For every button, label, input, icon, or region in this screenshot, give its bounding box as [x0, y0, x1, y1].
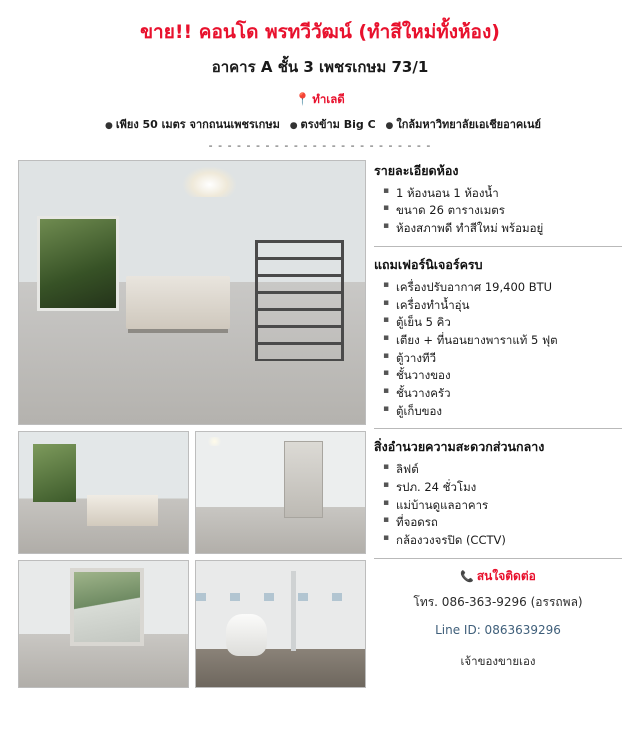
list-item: ▪ กล้องวงจรปิด (CCTV)	[396, 532, 622, 549]
map-pin-icon: 📍	[295, 91, 311, 106]
divider-line	[374, 558, 622, 559]
photo-empty-room	[195, 431, 366, 554]
shelf-rack	[255, 240, 344, 361]
nearby-list	[18, 115, 622, 133]
room-details-list	[374, 185, 622, 237]
list-item: ▪ ตู้เก็บของ	[396, 403, 622, 420]
nearby-item-0: เพียง 50 เมตร จากถนนเพชรเกษม	[115, 117, 280, 131]
room-details-title: รายละเอียดห้อง	[374, 162, 459, 178]
furniture-section	[374, 256, 622, 420]
contact-section	[374, 568, 622, 670]
list-item: ▪ ห้องสภาพดี ทำสีใหม่ พร้อมอยู่	[396, 220, 622, 237]
bullet-dot-icon: ●	[385, 120, 394, 131]
page-title: ขาย!! คอนโด พรทวีวัฒน์ (ทำสีใหม่ทั้งห้อง)	[140, 21, 500, 43]
list-item: ▪ ชั้นวางของ	[396, 367, 622, 384]
page-subtitle: อาคาร A ชั้น 3 เพชรเกษม 73/1	[211, 57, 429, 76]
contact-heading	[374, 568, 622, 585]
list-item: ▪ ตู้เย็น 5 คิว	[396, 314, 622, 331]
facilities-list	[374, 461, 622, 548]
photo-balcony-door	[18, 560, 189, 688]
contact-phone[interactable]: โทร. 086-363-9296 (อรรถพล)	[413, 595, 583, 610]
list-item: ▪ เครื่องทำน้ำอุ่น	[396, 297, 622, 314]
contact-line-id[interactable]: Line ID: 0863639296	[435, 622, 561, 637]
photo-gallery	[18, 160, 366, 694]
list-item: ▪ ชั้นวางครัว	[396, 385, 622, 402]
owner-note: เจ้าของขายเอง	[460, 653, 536, 668]
nearby-item-1: ตรงข้าม Big C	[300, 117, 376, 131]
list-item: ▪ เตียง + ที่นอนยางพาราแท้ 5 ฟุต	[396, 332, 622, 349]
room-details-section	[374, 162, 622, 237]
divider-line	[374, 246, 622, 247]
divider-line	[374, 428, 622, 429]
list-item: ▪ 1 ห้องนอน 1 ห้องน้ำ	[396, 185, 622, 202]
location-heading	[18, 91, 622, 109]
phone-icon: 📞	[460, 569, 474, 583]
nearby-item-2: ใกล้มหาวิทยาลัยเอเชียอาคเนย์	[396, 117, 541, 131]
photo-bedroom-window	[18, 431, 189, 554]
details-column	[374, 160, 622, 670]
main-content	[18, 160, 622, 694]
photo-row-1	[18, 431, 366, 554]
ceiling-lamp-light	[182, 166, 237, 198]
contact-heading-label: สนใจติดต่อ	[476, 568, 536, 583]
bullet-dot-icon: ●	[289, 120, 298, 131]
list-item: ▪ ที่จอดรถ	[396, 514, 622, 531]
list-item: ▪ ตู้วางทีวี	[396, 350, 622, 367]
furniture-title: แถมเฟอร์นิเจอร์ครบ	[374, 256, 483, 272]
facilities-section	[374, 438, 622, 548]
photo-row-2	[18, 560, 366, 688]
tile-accent-stripe	[196, 593, 365, 601]
list-item: ▪ เครื่องปรับอากาศ 19,400 BTU	[396, 279, 622, 296]
bullet-dot-icon: ●	[105, 120, 113, 131]
photo-bathroom	[195, 560, 366, 688]
list-item: ▪ รปภ. 24 ชั่วโมง	[396, 479, 622, 496]
location-label: ทำเลดี	[312, 91, 345, 106]
list-item: ▪ ขนาด 26 ตารางเมตร	[396, 202, 622, 219]
photo-living-room-main	[18, 160, 366, 425]
furniture-list	[374, 279, 622, 419]
section-divider: - - - - - - - - - - - - - - - - - - - - - - - -	[208, 138, 432, 152]
list-item: ▪ ลิฟต์	[396, 461, 622, 478]
facilities-title: สิ่งอำนวยความสะดวกส่วนกลาง	[374, 439, 545, 455]
list-item: ▪ แม่บ้านดูแลอาคาร	[396, 497, 622, 514]
